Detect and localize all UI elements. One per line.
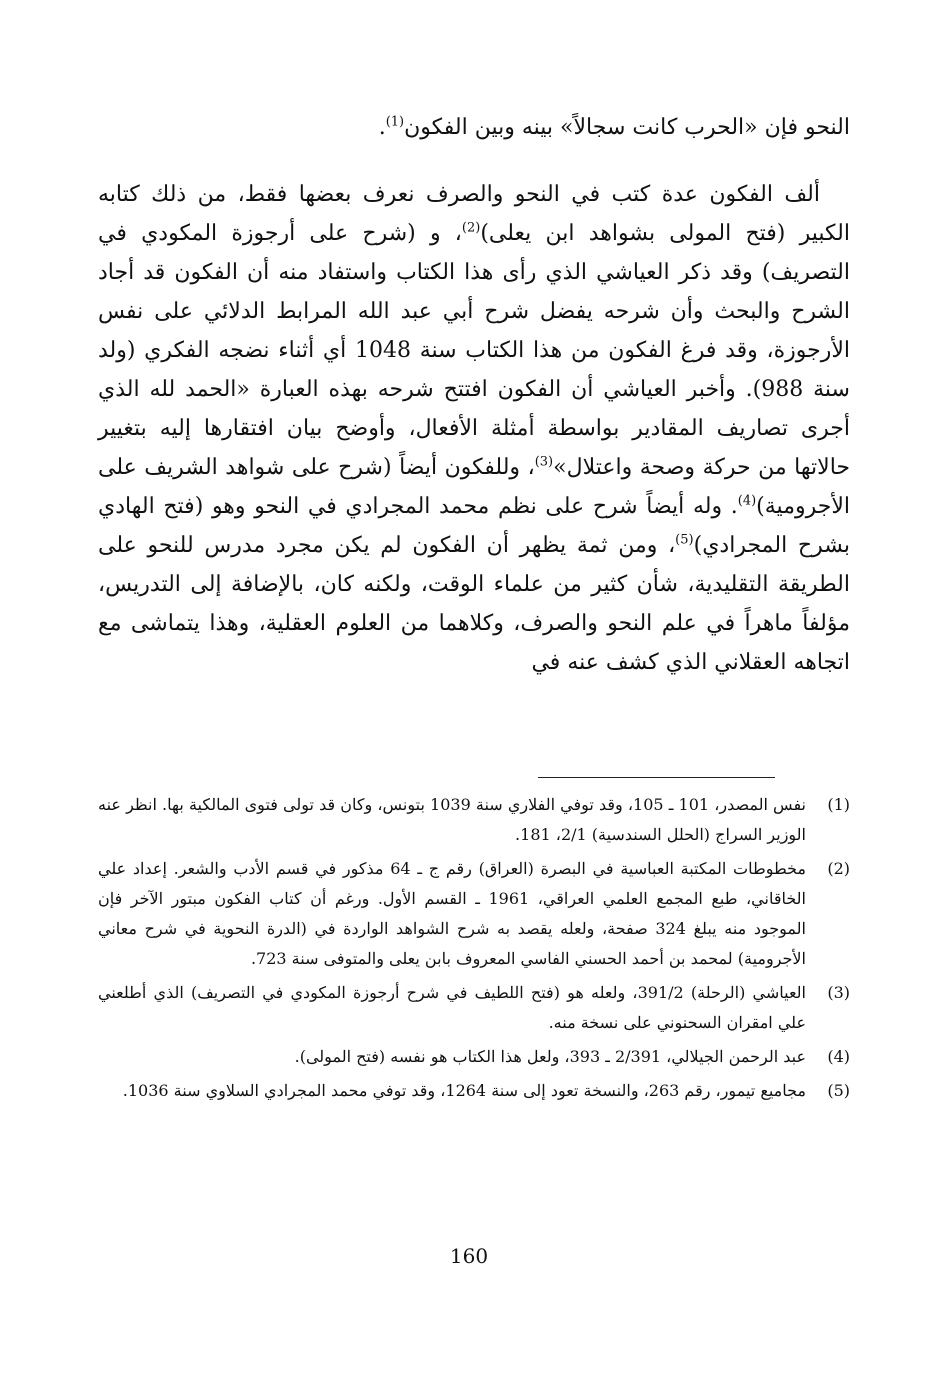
footnote-ref-1: (1) xyxy=(385,114,405,130)
main-text xyxy=(98,108,850,682)
footnote-text: مخطوطات المكتبة العباسية في البصرة (العراق) رقم ج ـ 64 مذكور في قسم الأدب والشعر. إعداد علي الخاقاني، طبع المجمع العلمي العراقي، 1961 ـ القسم الأول. ورغم أن كتاب الفكون مبتور الآخر فإن الموجود منه يبلغ 324 صفحة، ولعله يقصد به شرح الشواهد الواردة في (الدرة النحوية في شرح معاني الأجرومية) لمحمد بن أحمد الحسني الفاسي المعروف بابن يعلى والمتوفى سنة 723. xyxy=(98,859,807,968)
footnote-separator xyxy=(538,777,775,778)
footnote-ref-4: (4) xyxy=(737,493,757,509)
footnote-number: (1) xyxy=(827,795,850,814)
footnote-ref-2: (2) xyxy=(461,220,481,236)
opening-line-end: . xyxy=(378,115,386,140)
main-paragraph xyxy=(98,175,850,682)
page-number: 160 xyxy=(449,1244,489,1268)
paragraph-part-3: ، وللفكون أيضاً (شرح على شواهد الشريف على الأجرومية) xyxy=(98,455,850,519)
paragraph-part-4: . وله أيضاً شرح على نظم محمد المجرادي في النحو وهو (فتح الهادي بشرح المجرادي) xyxy=(98,494,851,558)
footnote-text: عبد الرحمن الجيلالي، 2/391 ـ 393، ولعل هذا الكتاب هو نفسه (فتح المولى). xyxy=(294,1047,806,1066)
paragraph-part-2: ، و (شرح على أرجوزة المكودي في التصريف) وقد ذكر العياشي الذي رأى هذا الكتاب واستفاد منه أن الفكون قد أجاد الشرح والبحث وأن شرحه يفضل شرح أبي عبد الله المرابط الدلائي على نفس الأرجوزة، وقد فرغ الفكون من هذا الكتاب سنة 1048 أي أثناء نضجه الفكري (ولد سنة 988). وأخبر العياشي أن الفكون افتتح شرحه بهذه العبارة «الحمد لله الذي أجرى تصاريف المقادير بواسطة أمثلة الأفعال، وأوضح بيان افتقارها إليه بتغيير حالاتها من حركة وصحة واعتلال» xyxy=(98,221,851,480)
footnote xyxy=(98,790,850,850)
footnote-number: (2) xyxy=(827,859,850,878)
paragraph-part-5: ، ومن ثمة يظهر أن الفكون لم يكن مجرد مدرس للنحو على الطريقة التقليدية، شأن كثير من علماء الوقت، ولكنه كان، بالإضافة إلى التدريس، مؤلفاً ماهراً في علم النحو والصرف، وكلاهما من العلوم العقلية، وهذا يتماشى مع اتجاهه العقلاني الذي كشف عنه في xyxy=(98,533,851,675)
footnote-number: (4) xyxy=(827,1047,850,1066)
footnote-text: مجاميع تيمور، رقم 263، والنسخة تعود إلى سنة 1264، وقد توفي محمد المجرادي السلاوي سنة 1036. xyxy=(122,1081,806,1100)
footnote-ref-3: (3) xyxy=(534,454,554,470)
footnote xyxy=(98,1042,850,1072)
footnote-text: العياشي (الرحلة) 391/2، ولعله هو (فتح اللطيف في شرح أرجوزة المكودي في التصريف) الذي أطلعني علي امقران السحنوني على نسخة منه. xyxy=(98,983,806,1032)
paragraph-part-1: ألف الفكون عدة كتب في النحو والصرف نعرف بعضها فقط، من ذلك كتابه الكبير (فتح المولى بشواهد ابن يعلى) xyxy=(98,182,850,246)
footnote xyxy=(98,1076,850,1106)
footnote-number: (3) xyxy=(827,983,850,1002)
footnote xyxy=(98,854,850,974)
footnote-number: (5) xyxy=(827,1081,850,1100)
opening-line-text: النحو فإن «الحرب كانت سجالاً» بينه وبين الفكون xyxy=(404,115,850,140)
opening-line xyxy=(98,108,850,147)
footnote-ref-5: (5) xyxy=(675,532,694,548)
footnote-text: نفس المصدر، 101 ـ 105، وقد توفي الفلاري سنة 1039 بتونس، وكان قد تولى فتوى المالكية بها. انظر عنه الوزير السراج (الحلل السندسية) 2/1، 181. xyxy=(98,795,807,844)
footnote xyxy=(98,978,850,1038)
footnotes xyxy=(98,790,850,1110)
